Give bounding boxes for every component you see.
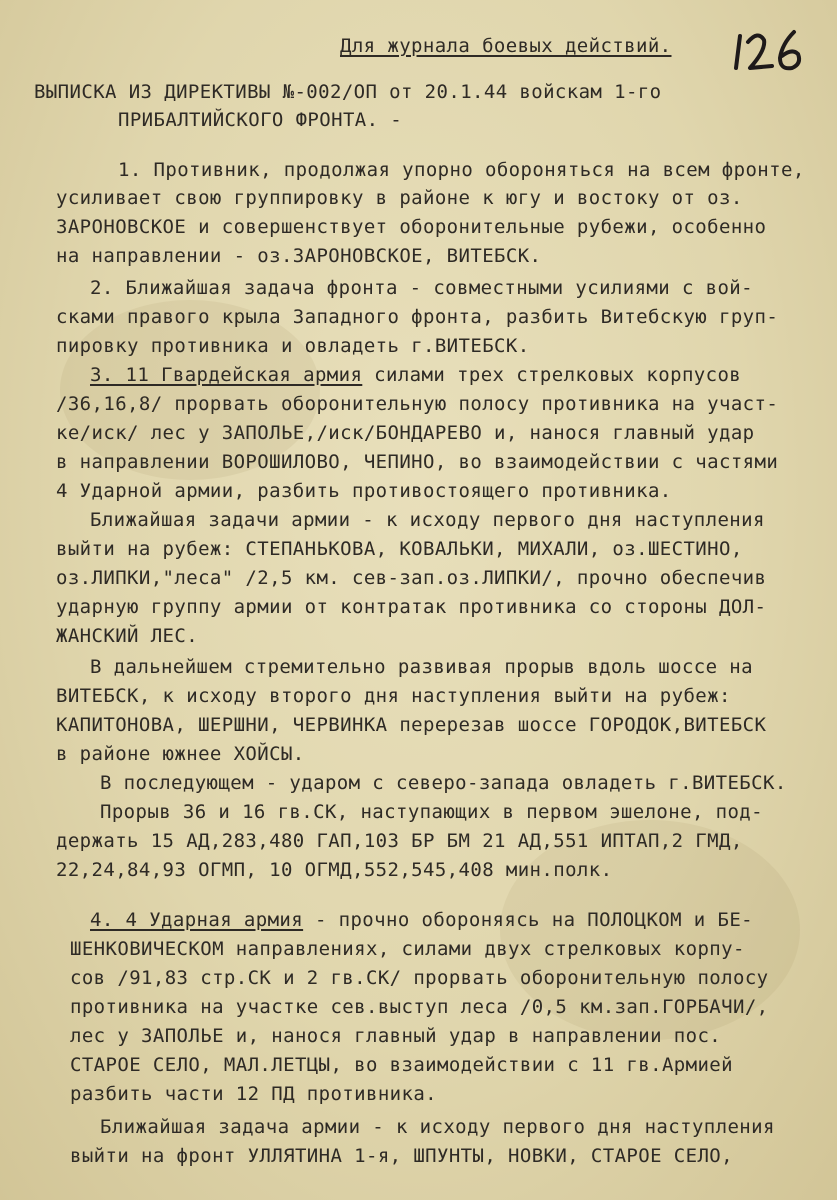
paragraph-line: выйти на рубеж: СТЕПАНЬКОВА, КОВАЛЬКИ, МИХАЛИ, оз.ШЕСТИНО, xyxy=(56,538,743,560)
paragraph-line: Ближайшая задача армии - к исходу первого дня наступления xyxy=(100,1116,775,1138)
paragraph-line: пировку противника и овладеть г.ВИТЕБСК. xyxy=(56,335,530,357)
paragraph-line: В дальнейшем стремительно развивая прорыв вдоль шоссе на xyxy=(90,656,753,678)
paragraph-line: ЖАНСКИЙ ЛЕС. xyxy=(56,625,199,647)
paragraph-line: 4 Ударной армии, разбить противостоящего противника. xyxy=(56,480,672,502)
paragraph-line: 2. Ближайшая задача фронта - совместными усилиями с вой- xyxy=(90,277,753,299)
paragraph-line: 1. Противник, продолжая упорно обороняться на всем фронте, xyxy=(118,159,805,181)
paragraph-line: в районе южнее ХОЙСЫ. xyxy=(56,743,305,765)
paragraph-line: усиливает свою группировку в районе к югу и востоку от оз. xyxy=(56,187,743,209)
paragraph-line-rest: - прочно обороняясь на ПОЛОЦКОМ и БЕ- xyxy=(314,909,753,931)
paragraph-line xyxy=(90,908,753,932)
paragraph-line: Прорыв 36 и 16 гв.СК, наступающих в первом эшелоне, под- xyxy=(100,801,763,823)
paragraph-line: ударную группу армии от контратак противника со стороны ДОЛ- xyxy=(56,596,767,618)
paragraph-line: В последующем - ударом с северо-запада овладеть г.ВИТЕБСК. xyxy=(100,772,787,794)
paragraph-line: ШЕНКОВИЧЕСКОМ направлениях, силами двух стрелковых корпу- xyxy=(70,938,745,960)
header-note: Для журнала боевых действий. xyxy=(340,35,672,57)
paragraph-line: лес у ЗАПОЛЬЕ и, нанося главный удар в направлении пос. xyxy=(70,1025,722,1047)
paragraph-line: держать 15 АД,283,480 ГАП,103 БР БМ 21 АД,551 ИПТАП,2 ГМД, xyxy=(56,830,743,852)
document-title: ПРИБАЛТИЙСКОГО ФРОНТА. - xyxy=(118,109,403,131)
paragraph-line: выйти на фронт УЛЛЯТИНА 1-я, ШПУНТЫ, НОВКИ, СТАРОЕ СЕЛО, xyxy=(70,1145,733,1167)
paragraph-line xyxy=(90,363,741,387)
paragraph-line: в направлении ВОРОШИЛОВО, ЧЕПИНО, во взаимодействии с частями xyxy=(56,451,779,473)
handwritten-page-number xyxy=(732,28,818,72)
document-title: ВЫПИСКА ИЗ ДИРЕКТИВЫ №-002/ОП от 20.1.44 войскам 1-го xyxy=(34,81,662,103)
paragraph-line: сками правого крыла Западного фронта, разбить Витебскую груп- xyxy=(56,306,779,328)
paragraph-line: на направлении - оз.ЗАРОНОВСКОЕ, ВИТЕБСК. xyxy=(56,245,542,267)
underlined-heading: 4. 4 Ударная армия xyxy=(90,909,304,931)
paragraph-line: оз.ЛИПКИ,"леса" /2,5 км. сев-зап.оз.ЛИПКИ/, прочно обеспечив xyxy=(56,567,767,589)
paragraph-line-rest: силами трех стрелковых корпусов xyxy=(374,364,742,386)
paragraph-line: ке/иск/ лес у ЗАПОЛЬЕ,/иск/БОНДАРЕВО и, нанося главный удар xyxy=(56,422,755,444)
underlined-heading: 3. 11 Гвардейская армия xyxy=(90,364,363,386)
paragraph-line: сов /91,83 стр.СК и 2 гв.СК/ прорвать оборонительную полосу xyxy=(70,967,769,989)
paragraph-line: разбить части 12 ПД противника. xyxy=(70,1083,438,1105)
paragraph-line: противника на участке сев.выступ леса /0,5 км.зап.ГОРБАЧИ/, xyxy=(70,996,769,1018)
paragraph-line: СТАРОЕ СЕЛО, МАЛ.ЛЕТЦЫ, во взаимодействии с 11 гв.Армией xyxy=(70,1054,733,1076)
paragraph-line: ЗАРОНОВСКОЕ и совершенствует оборонительные рубежи, особенно xyxy=(56,216,767,238)
paragraph-line: КАПИТОНОВА, ШЕРШНИ, ЧЕРВИНКА перерезав шоссе ГОРОДОК,ВИТЕБСК xyxy=(56,714,767,736)
paragraph-line: 22,24,84,93 ОГМП, 10 ОГМД,552,545,408 мин.полк. xyxy=(56,859,613,881)
paragraph-line: /36,16,8/ прорвать оборонительную полосу противника на участ- xyxy=(56,393,779,415)
paragraph-line: ВИТЕБСК, к исходу второго дня наступления выйти на рубеж: xyxy=(56,685,731,707)
paragraph-line: Ближайшая задачи армии - к исходу первого дня наступления xyxy=(90,509,765,531)
